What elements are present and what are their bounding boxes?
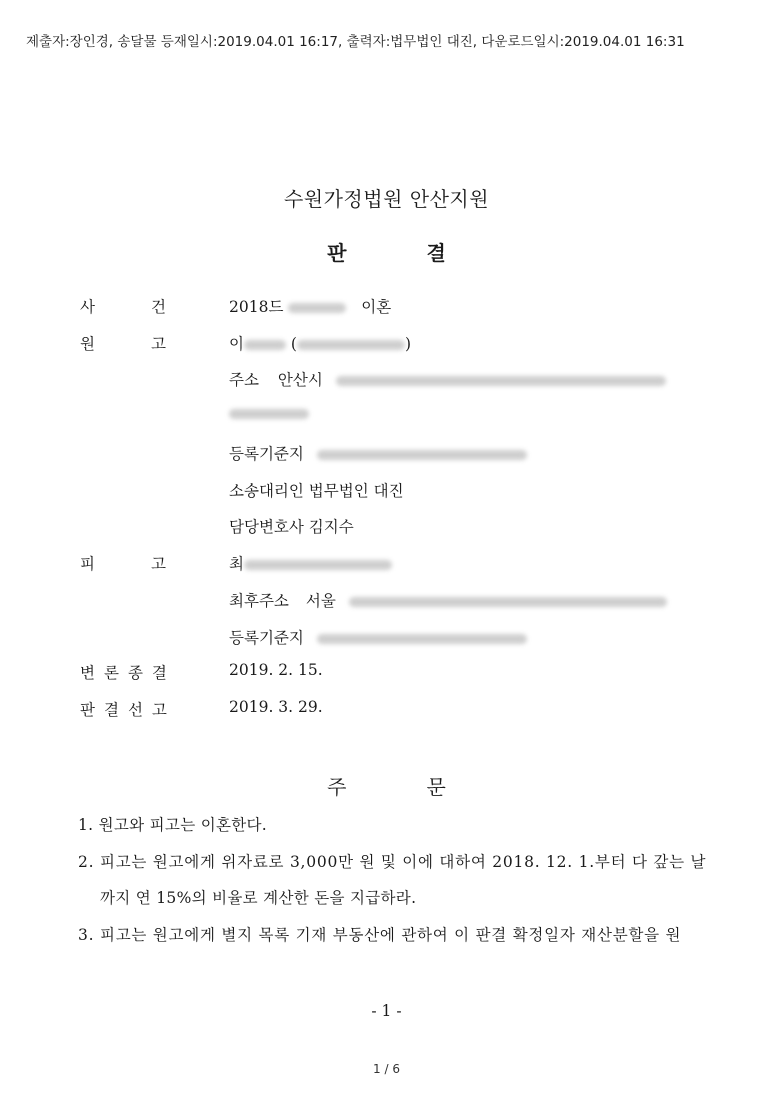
defendant-name-initial: 최 bbox=[229, 555, 244, 573]
order-item-2: 2. 피고는 원고에게 위자료로 3,000만 원 및 이에 대하여 2018. 12. 1.부터 다 갚는 날 bbox=[78, 853, 707, 871]
judgment-title-char-2: 결 bbox=[426, 241, 446, 265]
plaintiff-name-initial: 이 bbox=[229, 335, 244, 353]
plaintiff-registry bbox=[229, 442, 527, 464]
plaintiff-label: 원 고 bbox=[80, 335, 166, 353]
redacted-plaintiff-address bbox=[336, 376, 666, 386]
plaintiff-agent: 소송대리인 법무법인 대진 bbox=[229, 482, 404, 500]
defendant-name bbox=[229, 552, 392, 574]
case-number-prefix: 2018드 bbox=[229, 298, 284, 316]
defendant-registry bbox=[229, 626, 527, 648]
defendant-last-address bbox=[229, 589, 667, 611]
plaintiff-attorney: 담당변호사 김지수 bbox=[229, 518, 354, 536]
case-value bbox=[229, 295, 391, 317]
sentence-date: 2019. 3. 29. bbox=[229, 698, 323, 716]
case-label: 사 건 bbox=[80, 298, 166, 316]
defendant-last-address-city: 서울 bbox=[305, 592, 336, 610]
case-type: 이혼 bbox=[361, 298, 392, 316]
plaintiff-address-label: 주소 bbox=[229, 371, 259, 389]
sentence-label: 판결선고 bbox=[80, 701, 176, 719]
order-title-char-1: 주 bbox=[327, 775, 347, 799]
page-count: 1 / 6 bbox=[373, 1062, 400, 1076]
defendant-label: 피 고 bbox=[80, 555, 166, 573]
redacted-plaintiff-registry bbox=[317, 450, 527, 460]
redacted-plaintiff-address-2 bbox=[229, 409, 309, 419]
closing-label: 변론종결 bbox=[80, 664, 176, 682]
redacted-case-number bbox=[288, 303, 346, 313]
defendant-last-address-label: 최후주소 bbox=[229, 592, 289, 610]
plaintiff-address-cont bbox=[229, 404, 309, 422]
redacted-defendant-registry bbox=[317, 634, 527, 644]
redacted-defendant-address bbox=[349, 597, 667, 607]
page-number: - 1 - bbox=[371, 1002, 402, 1020]
redacted-defendant-info bbox=[244, 560, 392, 570]
order-title bbox=[0, 771, 773, 800]
plaintiff-address-city: 안산시 bbox=[277, 371, 323, 389]
plaintiff-address bbox=[229, 368, 666, 390]
order-title-char-2: 문 bbox=[426, 775, 446, 799]
plaintiff-name: 이 ( ) bbox=[229, 335, 412, 353]
judgment-title-char-1: 판 bbox=[327, 241, 347, 265]
order-item-3: 3. 피고는 원고에게 별지 목록 기재 부동산에 관하여 이 판결 확정일자 재산분할을 원 bbox=[78, 926, 682, 944]
plaintiff-registry-label: 등록기준지 bbox=[229, 445, 304, 463]
judgment-title bbox=[0, 237, 773, 266]
order-item-2-cont: 까지 연 15%의 비율로 계산한 돈을 지급하라. bbox=[100, 889, 417, 907]
closing-date: 2019. 2. 15. bbox=[229, 661, 323, 679]
order-item-1: 1. 원고와 피고는 이혼한다. bbox=[78, 816, 268, 834]
redacted-plaintiff-name bbox=[244, 340, 286, 350]
defendant-registry-label: 등록기준지 bbox=[229, 629, 304, 647]
document-header: 제출자:장인경, 송달물 등재일시:2019.04.01 16:17, 출력자:법무법인 대진, 다운로드일시:2019.04.01 16:31 bbox=[26, 34, 685, 50]
court-name: 수원가정법원 안산지원 bbox=[283, 187, 490, 211]
redacted-plaintiff-id bbox=[297, 340, 405, 350]
